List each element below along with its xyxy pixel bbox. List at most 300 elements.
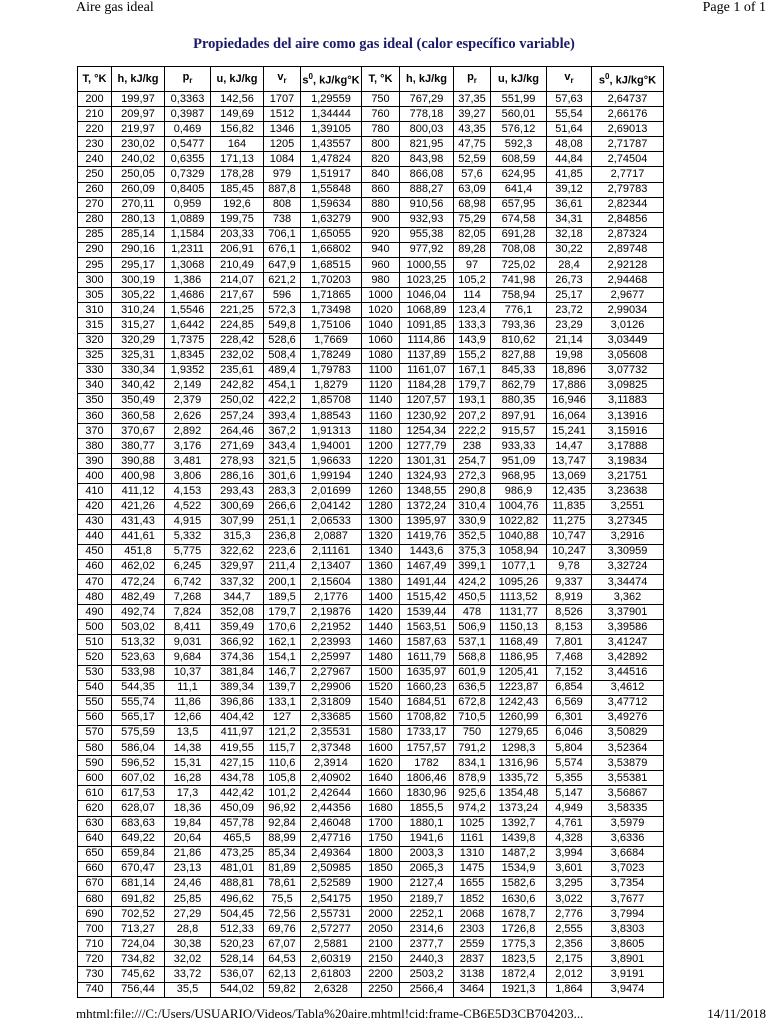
table-row (78, 333, 664, 348)
table-cell: 344,7 (211, 590, 264, 605)
table-cell: 28,4 (547, 258, 592, 273)
table-cell: 3,0126 (592, 318, 664, 333)
table-cell: 1830,96 (400, 786, 454, 801)
table-cell: 1443,6 (400, 544, 454, 559)
table-cell: 9,337 (547, 575, 592, 590)
table-cell: 3,56867 (592, 786, 664, 801)
table-cell: 2,13407 (301, 559, 362, 574)
table-cell: 280,13 (112, 212, 165, 227)
table-cell: 189,5 (264, 590, 301, 605)
table-cell: 1,68515 (301, 258, 362, 273)
table-row (78, 92, 664, 107)
table-cell: 1,94001 (301, 439, 362, 454)
table-cell: 756,44 (112, 982, 165, 997)
table-row (78, 710, 664, 725)
table-cell: 702,52 (112, 907, 165, 922)
table-row (78, 424, 664, 439)
document-name: Aire gas ideal (76, 0, 154, 15)
table-cell: 1,79783 (301, 363, 362, 378)
table-cell: 1091,85 (400, 318, 454, 333)
table-cell: 3,7677 (592, 891, 664, 906)
table-cell: 513,32 (112, 635, 165, 650)
table-cell: 17,3 (165, 786, 211, 801)
table-cell: 568,8 (454, 650, 491, 665)
table-cell: 15,31 (165, 756, 211, 771)
table-cell: 2,55731 (301, 907, 362, 922)
table-cell: 3,9474 (592, 982, 664, 997)
table-cell: 520 (78, 650, 112, 665)
table-cell: 2068 (454, 907, 491, 922)
table-cell: 51,64 (547, 122, 592, 137)
table-cell: 492,74 (112, 605, 165, 620)
table-cell: 630 (78, 816, 112, 831)
table-row (78, 559, 664, 574)
table-cell: 18,896 (547, 363, 592, 378)
table-cell: 27,29 (165, 907, 211, 922)
table-cell: 404,42 (211, 710, 264, 725)
table-cell: 82,05 (454, 227, 491, 242)
table-cell: 1207,57 (400, 393, 454, 408)
table-cell: 420 (78, 499, 112, 514)
table-cell: 2,89748 (592, 242, 664, 257)
table-cell: 25,17 (547, 288, 592, 303)
table-cell: 741,98 (491, 273, 547, 288)
table-cell: 14,38 (165, 741, 211, 756)
table-cell: 1707 (264, 92, 301, 107)
table-cell: 6,854 (547, 680, 592, 695)
table-cell: 0,8405 (165, 182, 211, 197)
table-cell: 32,18 (547, 227, 592, 242)
table-cell: 1,85708 (301, 393, 362, 408)
table-cell: 1,51917 (301, 167, 362, 182)
table-cell: 30,38 (165, 937, 211, 952)
table-cell: 451,8 (112, 544, 165, 559)
table-cell: 1611,79 (400, 650, 454, 665)
table-cell: 1635,97 (400, 665, 454, 680)
table-cell: 21,14 (547, 333, 592, 348)
table-cell: 1,78249 (301, 348, 362, 363)
table-cell: 1855,5 (400, 801, 454, 816)
table-cell: 178,28 (211, 167, 264, 182)
table-cell: 880,35 (491, 393, 547, 408)
table-cell: 482,49 (112, 590, 165, 605)
table-cell: 691,28 (491, 227, 547, 242)
table-cell: 123,4 (454, 303, 491, 318)
table-cell: 25,85 (165, 891, 211, 906)
table-cell: 2,012 (547, 967, 592, 982)
table-cell: 4,761 (547, 816, 592, 831)
column-header: T, °K (78, 67, 112, 92)
table-cell: 2,61803 (301, 967, 362, 982)
table-cell: 39,12 (547, 182, 592, 197)
table-cell: 1475 (454, 861, 491, 876)
table-cell: 143,9 (454, 333, 491, 348)
table-cell: 1660 (362, 786, 400, 801)
table-cell: 52,59 (454, 152, 491, 167)
table-cell: 2,06533 (301, 514, 362, 529)
table-cell: 1242,43 (491, 695, 547, 710)
table-cell: 228,42 (211, 333, 264, 348)
table-cell: 821,95 (400, 137, 454, 152)
table-cell: 887,8 (264, 182, 301, 197)
table-cell: 337,32 (211, 575, 264, 590)
table-cell: 1,43557 (301, 137, 362, 152)
table-cell: 199,75 (211, 212, 264, 227)
table-cell: 460 (78, 559, 112, 574)
table-cell: 2,3914 (301, 756, 362, 771)
table-cell: 544,35 (112, 680, 165, 695)
table-cell: 307,99 (211, 514, 264, 529)
table-cell: 8,153 (547, 620, 592, 635)
table-cell: 325,31 (112, 348, 165, 363)
table-cell: 203,33 (211, 227, 264, 242)
table-cell: 305 (78, 288, 112, 303)
table-cell: 3,806 (165, 469, 211, 484)
table-cell: 57,6 (454, 167, 491, 182)
table-cell: 473,25 (211, 846, 264, 861)
table-cell: 3,481 (165, 454, 211, 469)
table-row (78, 665, 664, 680)
table-cell: 1000,55 (400, 258, 454, 273)
table-cell: 411,97 (211, 725, 264, 740)
table-cell: 680 (78, 891, 112, 906)
table-cell: 551,99 (491, 92, 547, 107)
table-cell: 2,50985 (301, 861, 362, 876)
table-cell: 2,379 (165, 393, 211, 408)
table-cell: 481,01 (211, 861, 264, 876)
table-cell: 422,2 (264, 393, 301, 408)
table-cell: 1,73498 (301, 303, 362, 318)
table-cell: 5,775 (165, 544, 211, 559)
table-cell: 68,98 (454, 197, 491, 212)
table-cell: 1000 (362, 288, 400, 303)
table-row (78, 469, 664, 484)
table-cell: 13,5 (165, 725, 211, 740)
table-cell: 713,27 (112, 922, 165, 937)
table-cell: 325 (78, 348, 112, 363)
table-cell: 1023,25 (400, 273, 454, 288)
table-cell: 1950 (362, 891, 400, 906)
table-cell: 3,362 (592, 590, 664, 605)
table-cell: 2837 (454, 952, 491, 967)
table-cell: 230,02 (112, 137, 165, 152)
table-cell: 506,9 (454, 620, 491, 635)
table-cell: 510 (78, 635, 112, 650)
table-cell: 600 (78, 771, 112, 786)
browser-print-header (0, 0, 768, 20)
table-cell: 2100 (362, 937, 400, 952)
table-row (78, 635, 664, 650)
table-cell: 0,5477 (165, 137, 211, 152)
table-cell: 236,8 (264, 529, 301, 544)
table-row (78, 288, 664, 303)
table-row (78, 484, 664, 499)
table-cell: 330,9 (454, 514, 491, 529)
table-cell: 1348,55 (400, 484, 454, 499)
table-cell: 3,7023 (592, 861, 664, 876)
table-cell: 450,5 (454, 590, 491, 605)
table-cell: 1084 (264, 152, 301, 167)
table-cell: 2,626 (165, 408, 211, 423)
table-cell: 977,92 (400, 242, 454, 257)
table-cell: 28,8 (165, 922, 211, 937)
table-cell: 2,49364 (301, 846, 362, 861)
table-cell: 149,69 (211, 107, 264, 122)
table-cell: 3,2551 (592, 499, 664, 514)
table-cell: 1,2311 (165, 242, 211, 257)
table-cell: 1,55848 (301, 182, 362, 197)
table-cell: 301,6 (264, 469, 301, 484)
table-cell: 1439,8 (491, 831, 547, 846)
table-row (78, 831, 664, 846)
table-row (78, 741, 664, 756)
table-cell: 7,152 (547, 665, 592, 680)
table-cell: 1800 (362, 846, 400, 861)
table-cell: 1240 (362, 469, 400, 484)
table-cell: 2,04142 (301, 499, 362, 514)
table-cell: 96,92 (264, 801, 301, 816)
table-cell: 3,50829 (592, 725, 664, 740)
table-cell: 10,247 (547, 544, 592, 559)
table-cell: 366,92 (211, 635, 264, 650)
table-cell: 88,99 (264, 831, 301, 846)
table-cell: 320,29 (112, 333, 165, 348)
table-cell: 2,66176 (592, 107, 664, 122)
table-cell: 767,29 (400, 92, 454, 107)
table-cell: 0,3987 (165, 107, 211, 122)
table-cell: 1900 (362, 876, 400, 891)
table-cell: 210,49 (211, 258, 264, 273)
table-cell: 700 (78, 922, 112, 937)
table-cell: 85,34 (264, 846, 301, 861)
table-cell: 424,2 (454, 575, 491, 590)
table-cell: 845,33 (491, 363, 547, 378)
table-cell: 3,17888 (592, 439, 664, 454)
table-cell: 370 (78, 424, 112, 439)
table-cell: 1277,79 (400, 439, 454, 454)
table-cell: 793,36 (491, 318, 547, 333)
table-cell: 880 (362, 197, 400, 212)
table-cell: 1004,76 (491, 499, 547, 514)
table-cell: 75,5 (264, 891, 301, 906)
table-cell: 800 (362, 137, 400, 152)
table-cell: 470 (78, 575, 112, 590)
table-cell: 36,61 (547, 197, 592, 212)
table-cell: 601,9 (454, 665, 491, 680)
table-cell: 2,57277 (301, 922, 362, 937)
table-cell: 897,91 (491, 408, 547, 423)
table-cell: 12,66 (165, 710, 211, 725)
table-cell: 2,7717 (592, 167, 664, 182)
table-cell: 1,39105 (301, 122, 362, 137)
table-cell: 720 (78, 952, 112, 967)
table-cell: 2,15604 (301, 575, 362, 590)
table-cell: 740 (78, 982, 112, 997)
table-cell: 1,88543 (301, 408, 362, 423)
table-cell: 270,11 (112, 197, 165, 212)
table-cell: 659,84 (112, 846, 165, 861)
table-cell: 649,22 (112, 831, 165, 846)
table-cell: 192,6 (211, 197, 264, 212)
table-cell: 1733,17 (400, 725, 454, 740)
table-cell: 9,78 (547, 559, 592, 574)
table-cell: 410 (78, 484, 112, 499)
table-cell: 7,268 (165, 590, 211, 605)
table-row (78, 152, 664, 167)
table-cell: 608,59 (491, 152, 547, 167)
table-cell: 133,3 (454, 318, 491, 333)
table-cell: 2,23993 (301, 635, 362, 650)
table-cell: 30,22 (547, 242, 592, 257)
table-cell: 34,31 (547, 212, 592, 227)
table-row (78, 650, 664, 665)
table-cell: 26,73 (547, 273, 592, 288)
table-cell: 0,469 (165, 122, 211, 137)
table-cell: 37,35 (454, 92, 491, 107)
table-cell: 1180 (362, 424, 400, 439)
table-cell: 1520 (362, 680, 400, 695)
table-cell: 1,864 (547, 982, 592, 997)
table-cell: 2566,4 (400, 982, 454, 997)
table-cell: 488,81 (211, 876, 264, 891)
table-cell: 681,14 (112, 876, 165, 891)
table-cell: 3,49276 (592, 710, 664, 725)
table-cell: 9,031 (165, 635, 211, 650)
table-cell: 1340 (362, 544, 400, 559)
table-cell: 2,46048 (301, 816, 362, 831)
table-cell: 628,07 (112, 801, 165, 816)
table-cell: 900 (362, 212, 400, 227)
table-cell: 910,56 (400, 197, 454, 212)
table-cell: 1095,26 (491, 575, 547, 590)
table-cell: 214,07 (211, 273, 264, 288)
table-cell: 1,47824 (301, 152, 362, 167)
table-cell: 2189,7 (400, 891, 454, 906)
table-cell: 1,7375 (165, 333, 211, 348)
table-cell: 1726,8 (491, 922, 547, 937)
table-cell: 400,98 (112, 469, 165, 484)
table-cell: 2065,3 (400, 861, 454, 876)
table-cell: 320 (78, 333, 112, 348)
table-cell: 820 (362, 152, 400, 167)
table-cell: 3,8605 (592, 937, 664, 952)
table-cell: 59,82 (264, 982, 301, 997)
table-cell: 1,3068 (165, 258, 211, 273)
table-cell: 217,67 (211, 288, 264, 303)
table-cell: 480 (78, 590, 112, 605)
table-cell: 3,52364 (592, 741, 664, 756)
table-cell: 450 (78, 544, 112, 559)
table-cell: 2,71787 (592, 137, 664, 152)
table-cell: 257,24 (211, 408, 264, 423)
table-cell: 1137,89 (400, 348, 454, 363)
table-cell: 3,994 (547, 846, 592, 861)
table-cell: 570 (78, 725, 112, 740)
table-row (78, 861, 664, 876)
table-cell: 3,21751 (592, 469, 664, 484)
table-cell: 500 (78, 620, 112, 635)
column-header: $p_r$ (165, 67, 211, 92)
table-cell: 503,02 (112, 620, 165, 635)
table-cell: 13,747 (547, 454, 592, 469)
table-cell: 980 (362, 273, 400, 288)
table-cell: 4,153 (165, 484, 211, 499)
table-cell: 3,32724 (592, 559, 664, 574)
table-cell: 254,7 (454, 454, 491, 469)
table-cell: 2,6328 (301, 982, 362, 997)
table-cell: 2127,4 (400, 876, 454, 891)
table-row (78, 620, 664, 635)
table-cell: 1161,07 (400, 363, 454, 378)
table-cell: 2,54175 (301, 891, 362, 906)
table-cell: 3,58335 (592, 801, 664, 816)
table-cell: 523,63 (112, 650, 165, 665)
table-cell: 20,64 (165, 831, 211, 846)
table-cell: 690 (78, 907, 112, 922)
table-cell: 1077,1 (491, 559, 547, 574)
table-cell: 2,5881 (301, 937, 362, 952)
table-cell: 1782 (400, 756, 454, 771)
table-cell: 1775,3 (491, 937, 547, 952)
table-cell: 1300 (362, 514, 400, 529)
table-cell: 3464 (454, 982, 491, 997)
table-cell: 367,2 (264, 424, 301, 439)
table-cell: 450,09 (211, 801, 264, 816)
table-cell: 11,835 (547, 499, 592, 514)
table-cell: 39,27 (454, 107, 491, 122)
table-cell: 2200 (362, 967, 400, 982)
table-cell: 676,1 (264, 242, 301, 257)
table-cell: 310,24 (112, 303, 165, 318)
table-cell: 2,69013 (592, 122, 664, 137)
table-cell: 360,58 (112, 408, 165, 423)
table-cell: 2252,1 (400, 907, 454, 922)
table-cell: 5,574 (547, 756, 592, 771)
table-cell: 2377,7 (400, 937, 454, 952)
table-cell: 1480 (362, 650, 400, 665)
table-cell: 47,75 (454, 137, 491, 152)
table-cell: 421,26 (112, 499, 165, 514)
table-cell: 536,07 (211, 967, 264, 982)
table-cell: 381,84 (211, 665, 264, 680)
table-cell: 171,13 (211, 152, 264, 167)
column-header: $p_r$ (454, 67, 491, 92)
table-cell: 3,13916 (592, 408, 664, 423)
table-cell: 1708,82 (400, 710, 454, 725)
table-cell: 156,82 (211, 122, 264, 137)
table-cell: 0,3363 (165, 92, 211, 107)
table-cell: 1580 (362, 725, 400, 740)
table-cell: 925,6 (454, 786, 491, 801)
table-cell: 11,275 (547, 514, 592, 529)
table-row (78, 771, 664, 786)
table-cell: 1392,7 (491, 816, 547, 831)
table-cell: 293,43 (211, 484, 264, 499)
table-cell: 710,5 (454, 710, 491, 725)
table-cell: 710 (78, 937, 112, 952)
table-cell: 207,2 (454, 408, 491, 423)
table-cell: 512,33 (211, 922, 264, 937)
table-cell: 674,58 (491, 212, 547, 227)
table-cell: 1921,3 (491, 982, 547, 997)
table-cell: 110,6 (264, 756, 301, 771)
table-cell: 352,5 (454, 529, 491, 544)
table-cell: 3,05608 (592, 348, 664, 363)
table-cell: 154,1 (264, 650, 301, 665)
table-cell: 1,386 (165, 273, 211, 288)
table-row (78, 303, 664, 318)
table-cell: 7,824 (165, 605, 211, 620)
